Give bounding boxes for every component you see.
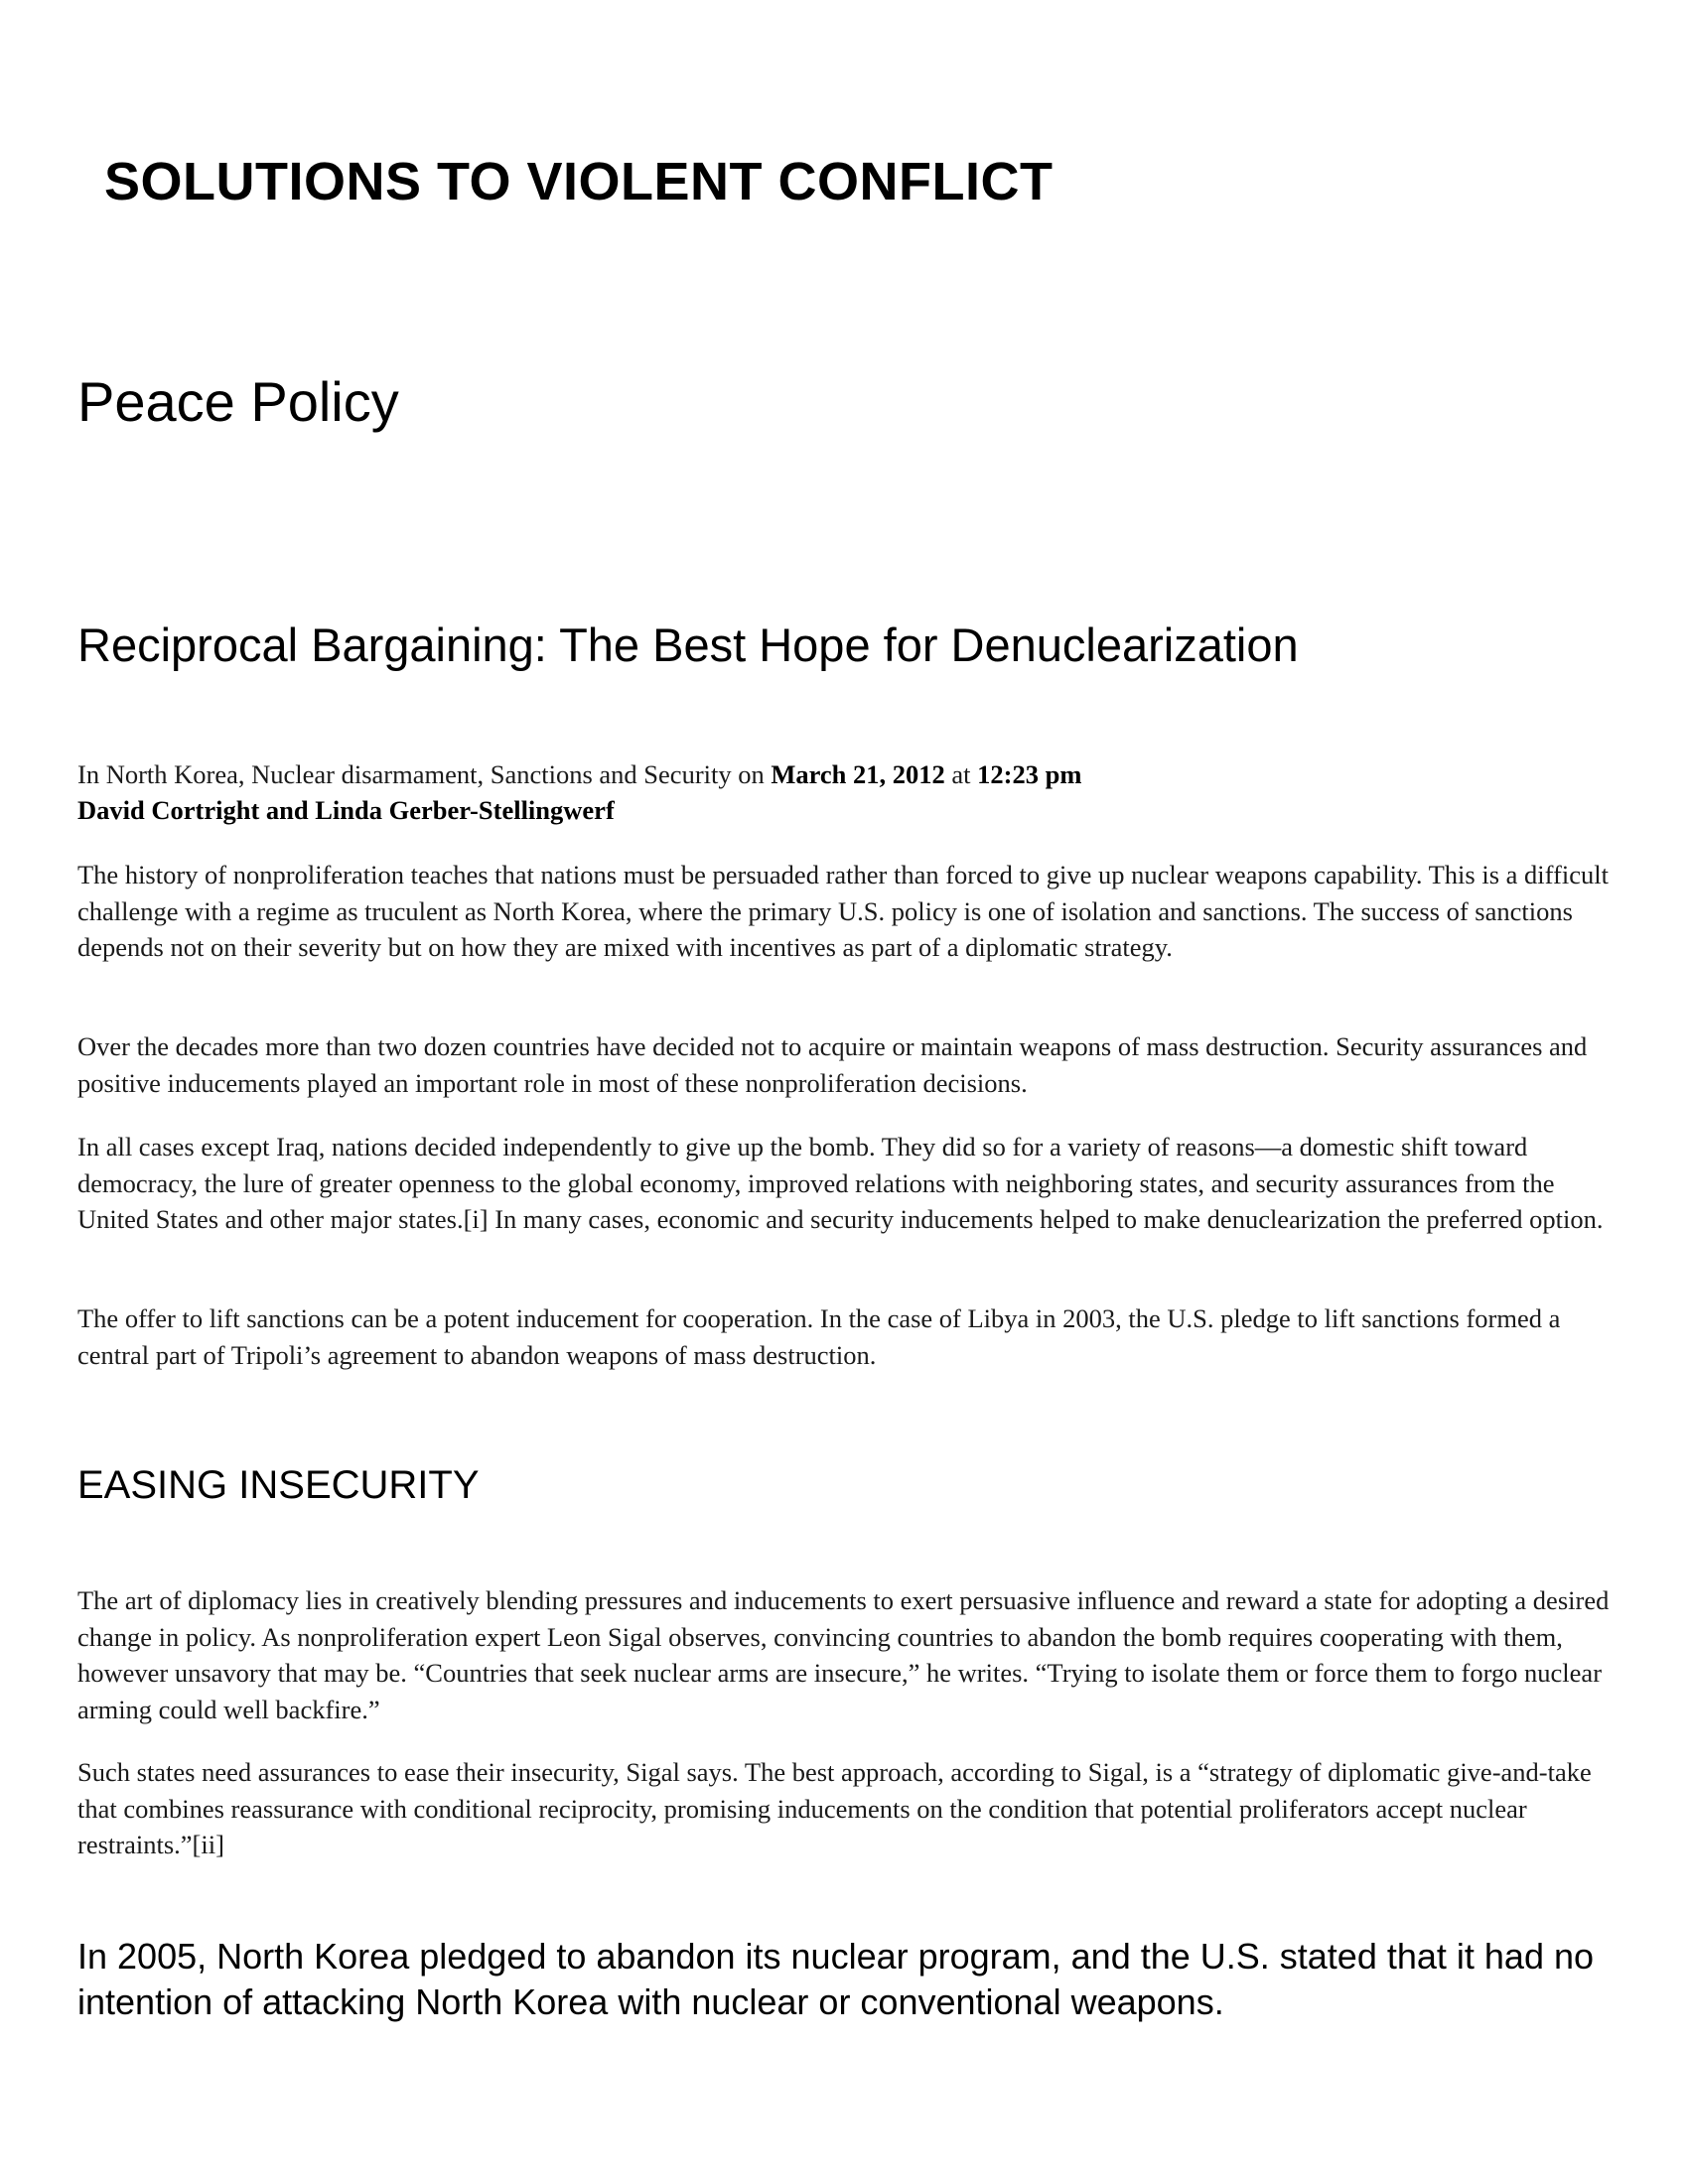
meta-line [77, 756, 1626, 792]
meta-authors-line [77, 792, 1626, 828]
site-title: SOLUTIONS TO VIOLENT CONFLICT [104, 152, 1054, 211]
paragraph-5: The art of diplomacy lies in creatively blending pressures and inducements to exert persuasive influence and reward a state for adopting a desired change in policy. As nonproliferation expert Leon Sigal observes, convincing countries to abandon the bomb requires cooperating with them, however unsavory that may be. “Countries that seek nuclear arms are insecure,” he writes. “Trying to isolate them or force them to forgo nuclear arming could well backfire.” [77, 1585, 1610, 1724]
meta-categories: In North Korea, Nuclear disarmament, Sanctions and Security on [77, 759, 772, 789]
meta-at: at [944, 759, 978, 789]
meta-time: 12:23 pm [977, 759, 1082, 789]
paragraph-3: In all cases except Iraq, nations decided independently to give up the bomb. They did so for a variety of reasons—a domestic shift toward democracy, the lure of greater openness to the global economy, improved relations with neighboring states, and security assurances from the United States and other major states.[i] In many cases, economic and security inducements helped to make denuclearization the preferred option. [77, 1132, 1604, 1234]
closing-paragraph: In 2005, North Korea pledged to abandon its nuclear program, and the U.S. stated that it had no intention of attacking North Korea with nuclear or conventional weapons. [77, 1936, 1595, 2022]
meta-authors: David Cortright and Linda Gerber-Stellingwerf [77, 795, 615, 825]
paragraph-1: The history of nonproliferation teaches that nations must be persuaded rather than forced to give up nuclear weapons capability. This is a difficult challenge with a regime as truculent as North Korea, where the primary U.S. policy is one of isolation and sanctions. The success of sanctions depends not on their severity but on how they are mixed with incentives as part of a diplomatic strategy. [77, 860, 1609, 962]
article-title: Reciprocal Bargaining: The Best Hope for Denuclearization [77, 618, 1299, 671]
meta-date: March 21, 2012 [771, 759, 945, 789]
subheading-easing-insecurity: EASING INSECURITY [77, 1463, 480, 1507]
paragraph-2: Over the decades more than two dozen countries have decided not to acquire or maintain weapons of mass destruction. Security assurances and positive inducements played an important role in most of these nonproliferation decisions. [77, 1031, 1588, 1098]
section-title: Peace Policy [77, 370, 399, 433]
paragraph-4: The offer to lift sanctions can be a potent inducement for cooperation. In the case of Libya in 2003, the U.S. pledge to lift sanctions formed a central part of Tripoli’s agreement to abandon weapons of mass destruction. [77, 1303, 1561, 1370]
article-meta [77, 756, 1626, 828]
paragraph-6: Such states need assurances to ease their insecurity, Sigal says. The best approach, according to Sigal, is a “strategy of diplomatic give-and-take that combines reassurance with conditional reciprocity, promising inducements on the condition that potential proliferators accept nuclear restraints.”[ii] [77, 1757, 1592, 1859]
